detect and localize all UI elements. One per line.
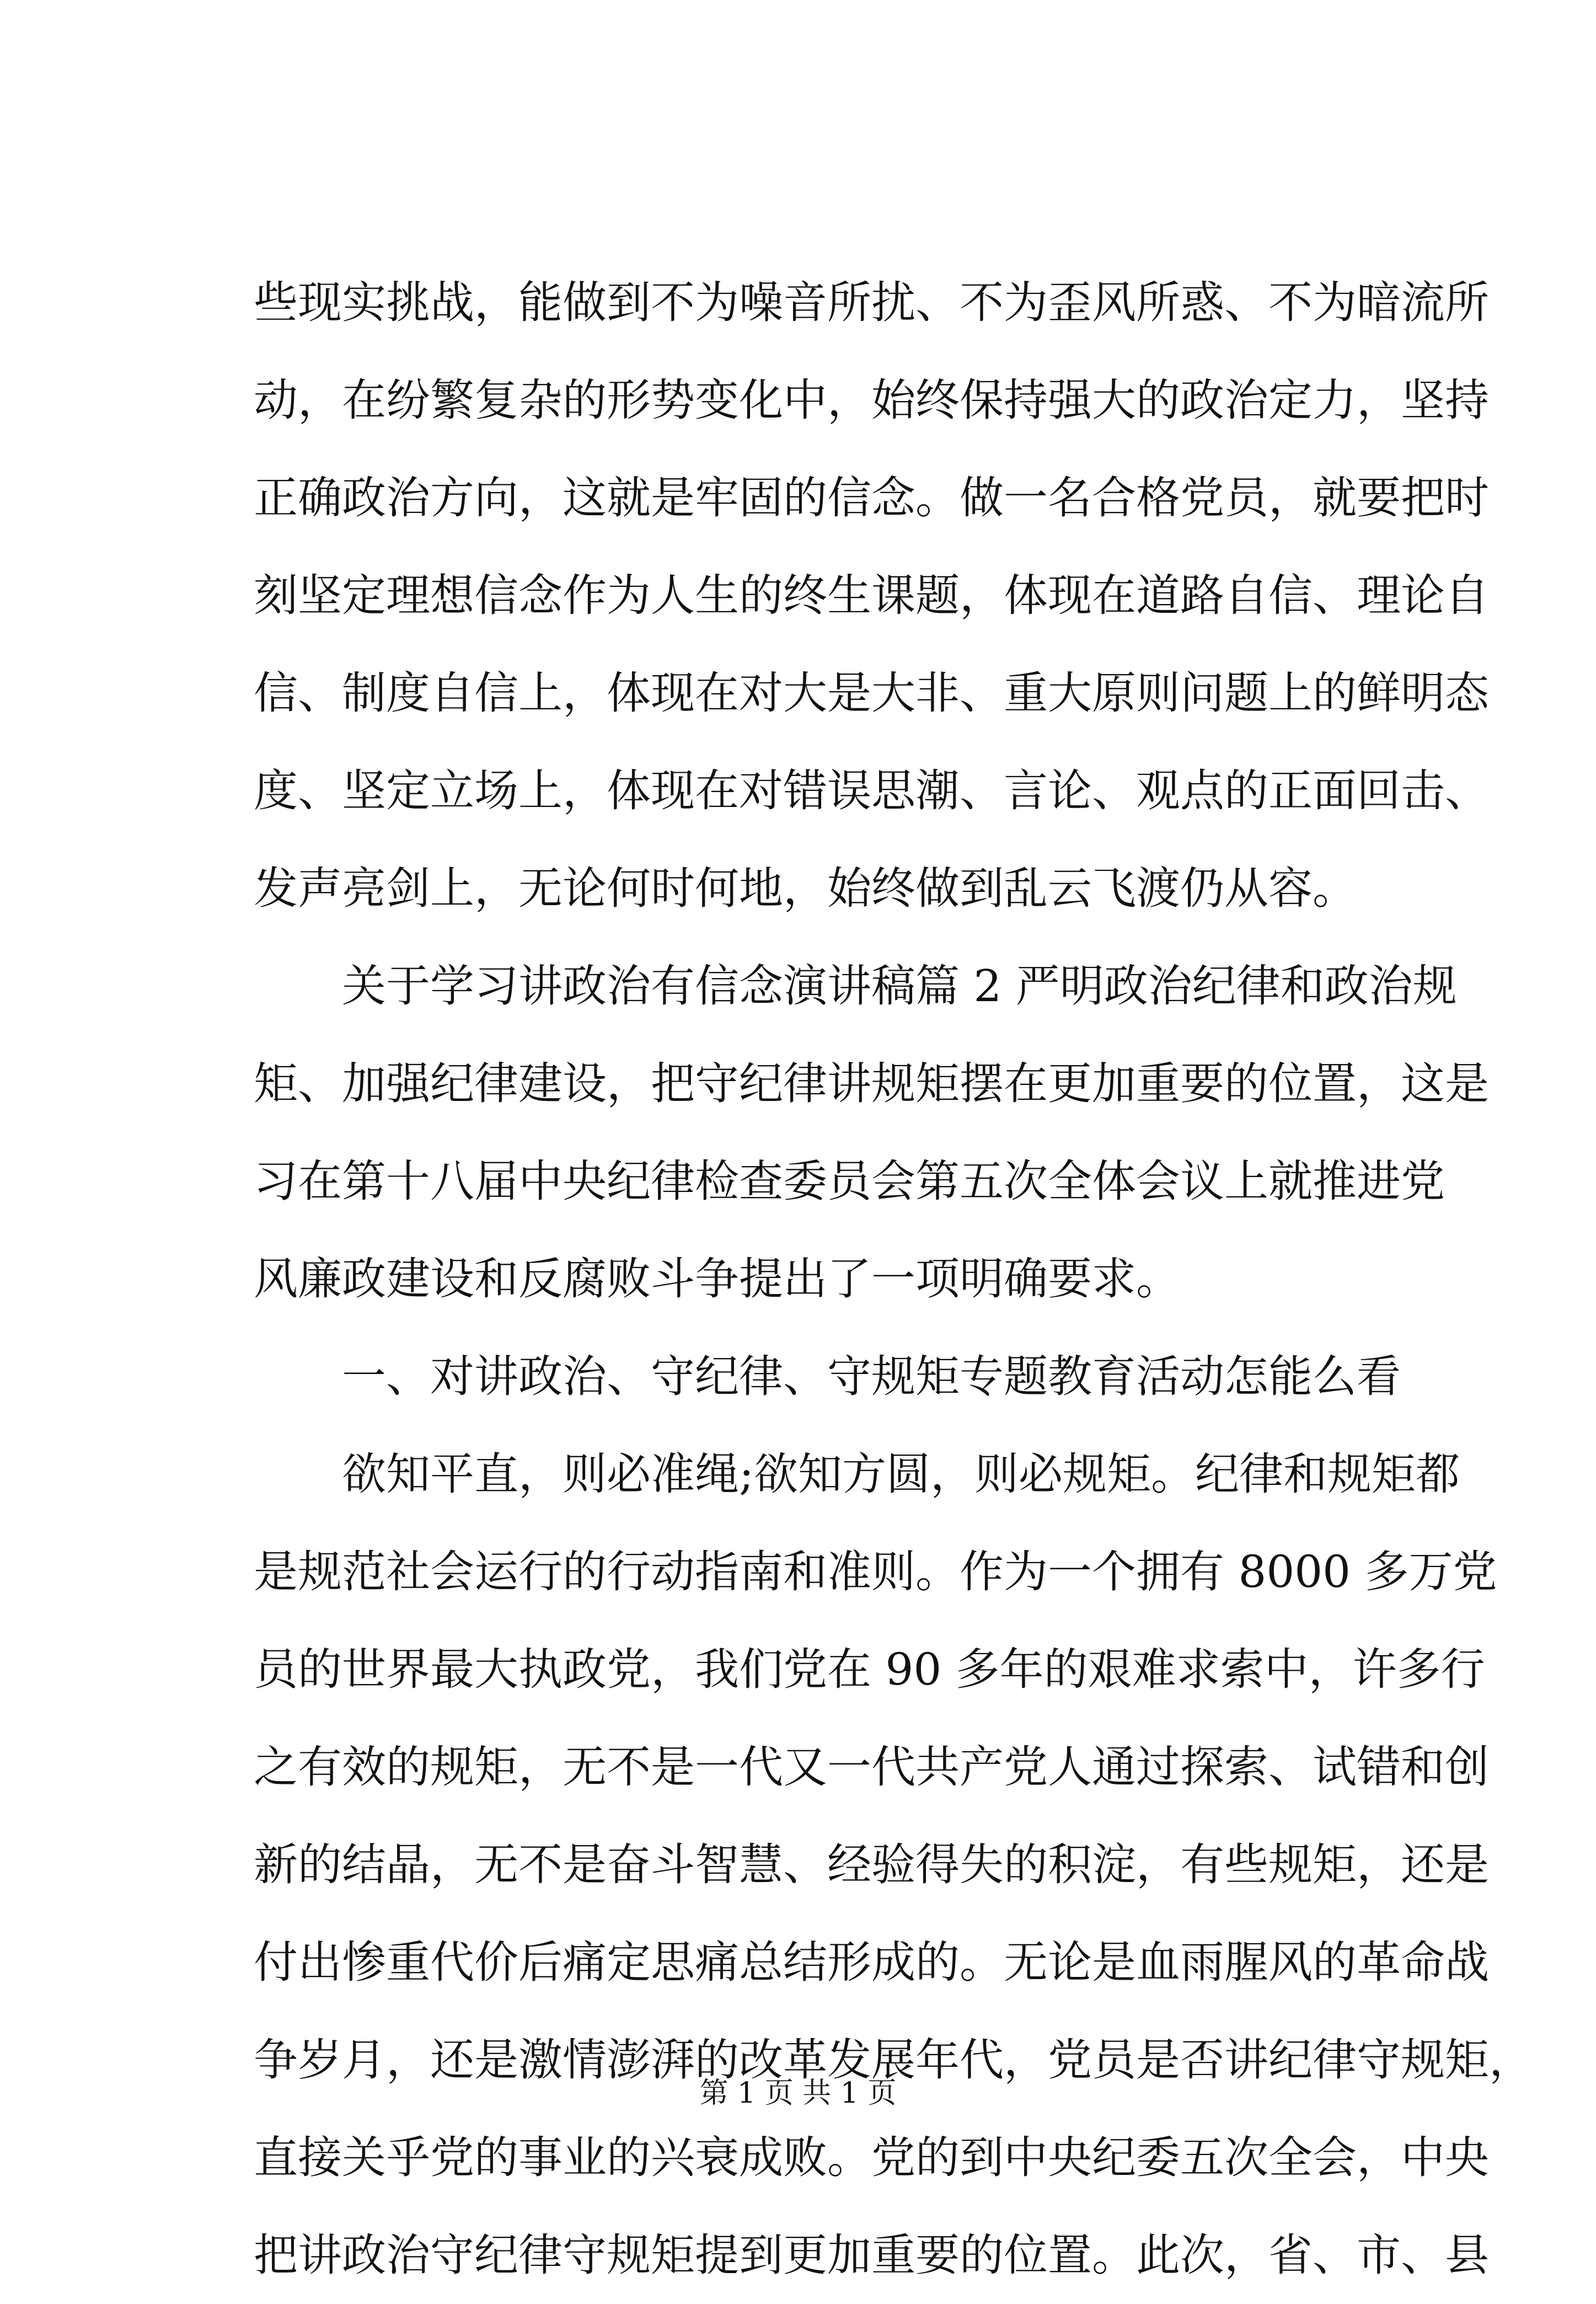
page-footer: 第 1 页 共 1 页: [699, 2077, 897, 2110]
text-line: 刻坚定理想信念作为人生的终生课题，体现在道路自信、理论自: [254, 570, 1489, 621]
text-line: 之有效的规矩，无不是一代又一代共产党人通过探索、试错和创: [254, 1741, 1489, 1793]
text-line: 员的世界最大执政党，我们党在 90 多年的艰难求索中，许多行: [254, 1644, 1485, 1695]
text-line: 把讲政治守纪律守规矩提到更加重要的位置。此次，省、市、县: [254, 2230, 1489, 2281]
document-body: [254, 254, 1533, 2304]
text-line: 动，在纷繁复杂的形势变化中，始终保持强大的政治定力，坚持: [254, 375, 1489, 426]
text-line: 度、坚定立场上，体现在对错误思潮、言论、观点的正面回击、: [254, 765, 1489, 816]
text-line: 发声亮剑上，无论何时何地，始终做到乱云飞渡仍从容。: [254, 863, 1357, 914]
section-heading: 一、对讲政治、守纪律、守规矩专题教育活动怎能么看: [342, 1351, 1401, 1402]
text-line: 些现实挑战，能做到不为噪音所扰、不为歪风所惑、不为暗流所: [254, 277, 1489, 328]
text-line: 欲知平直，则必准绳;欲知方圆，则必规矩。纪律和规矩都: [342, 1448, 1460, 1500]
text-line: 信、制度自信上，体现在对大是大非、重大原则问题上的鲜明态: [254, 667, 1489, 719]
text-line: 矩、加强纪律建设，把守纪律讲规矩摆在更加重要的位置，这是: [254, 1058, 1489, 1109]
text-line: 习在第十八届中央纪律检查委员会第五次全体会议上就推进党: [254, 1156, 1445, 1207]
text-line: 新的结晶，无不是奋斗智慧、经验得失的积淀，有些规矩，还是: [254, 1839, 1489, 1890]
text-line: 争岁月，还是激情澎湃的改革发展年代，党员是否讲纪律守规矩，: [254, 2034, 1533, 2086]
paragraph-heading-line: 关于学习讲政治有信念演讲稿篇 2 严明政治纪律和政治规: [342, 960, 1457, 1012]
text-line: 付出惨重代价后痛定思痛总结形成的。无论是血雨腥风的革命战: [254, 1937, 1489, 1988]
text-line: 正确政治方向，这就是牢固的信念。做一名合格党员，就要把时: [254, 472, 1489, 523]
text-line: 直接关乎党的事业的兴衰成败。党的到中央纪委五次全会，中央: [254, 2132, 1489, 2183]
text-line: 是规范社会运行的行动指南和准则。作为一个拥有 8000 多万党: [254, 1546, 1497, 1597]
text-line: 风廉政建设和反腐败斗争提出了一项明确要求。: [254, 1253, 1180, 1305]
